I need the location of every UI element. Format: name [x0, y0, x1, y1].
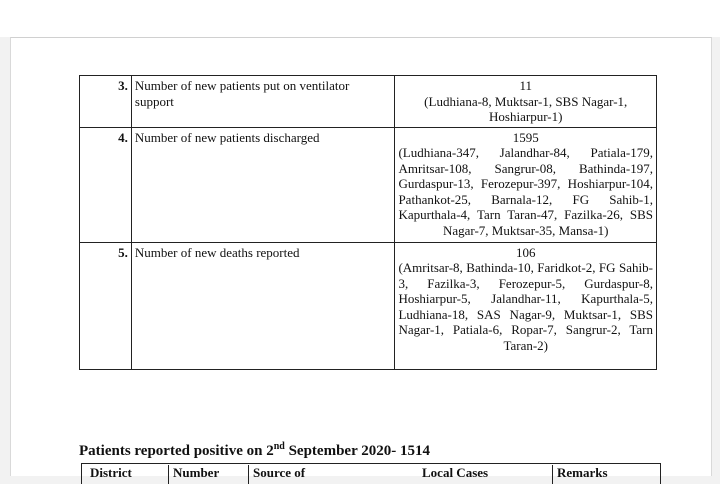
heading-suffix: September 2020- 1514: [284, 443, 430, 459]
value-detail: (Ludhiana-347, Jalandhar-84, Patiala-179, Amritsar-108, Sangrur-08, Bathinda-197, Gurdaspur-13, Ferozepur-397, Hoshiarpur-104, Pathankot-25, Barnala-12, FG Sahib-1, Kapurthala-4, Tarn Taran-47, Fazilka-26, SBS Nagar-7, Muktsar-35, Mansa-1): [398, 145, 653, 238]
heading-superscript: nd: [273, 441, 285, 452]
heading-prefix: Patients reported positive on 2: [79, 443, 274, 459]
row-description: Number of new patients discharged: [131, 127, 395, 242]
section-heading: [79, 441, 430, 460]
row-value: [395, 76, 657, 128]
column-header-remarks: Remarks: [552, 465, 608, 484]
positive-cases-table-header: [81, 463, 661, 484]
row-number: 3.: [80, 76, 132, 128]
row-number: 4.: [80, 127, 132, 242]
row-number: 5.: [80, 242, 132, 369]
table-row: [80, 76, 657, 128]
row-description: Number of new patients put on ventilator support: [131, 76, 395, 128]
column-header-district: District: [90, 465, 132, 480]
table-row: [80, 127, 657, 242]
top-bar: [0, 0, 720, 37]
value-detail: (Ludhiana-8, Muktsar-1, SBS Nagar-1, Hoshiarpur-1): [424, 93, 628, 124]
value-count: 106: [515, 244, 536, 260]
row-value: [395, 127, 657, 242]
column-header-local-cases: Local Cases: [422, 465, 489, 480]
table-row: [80, 242, 657, 369]
value-count: 11: [519, 78, 532, 93]
column-header-number: Number: [168, 465, 219, 484]
report-table: [79, 75, 657, 370]
column-header-source: Source of: [248, 465, 305, 484]
row-value: [395, 242, 657, 369]
value-count: 1595: [512, 129, 539, 145]
row-description: Number of new deaths reported: [131, 242, 395, 369]
value-detail: (Amritsar-8, Bathinda-10, Faridkot-2, FG Sahib-3, Fazilka-3, Ferozepur-5, Gurdaspur-8, Hoshiarpur-5, Jalandhar-11, Kapurthala-5, Ludhiana-18, SAS Nagar-9, Muktsar-1, SBS Nagar-1, Patiala-6, Ropar-7, Sangrur-2, Tarn Taran-2): [398, 260, 653, 353]
